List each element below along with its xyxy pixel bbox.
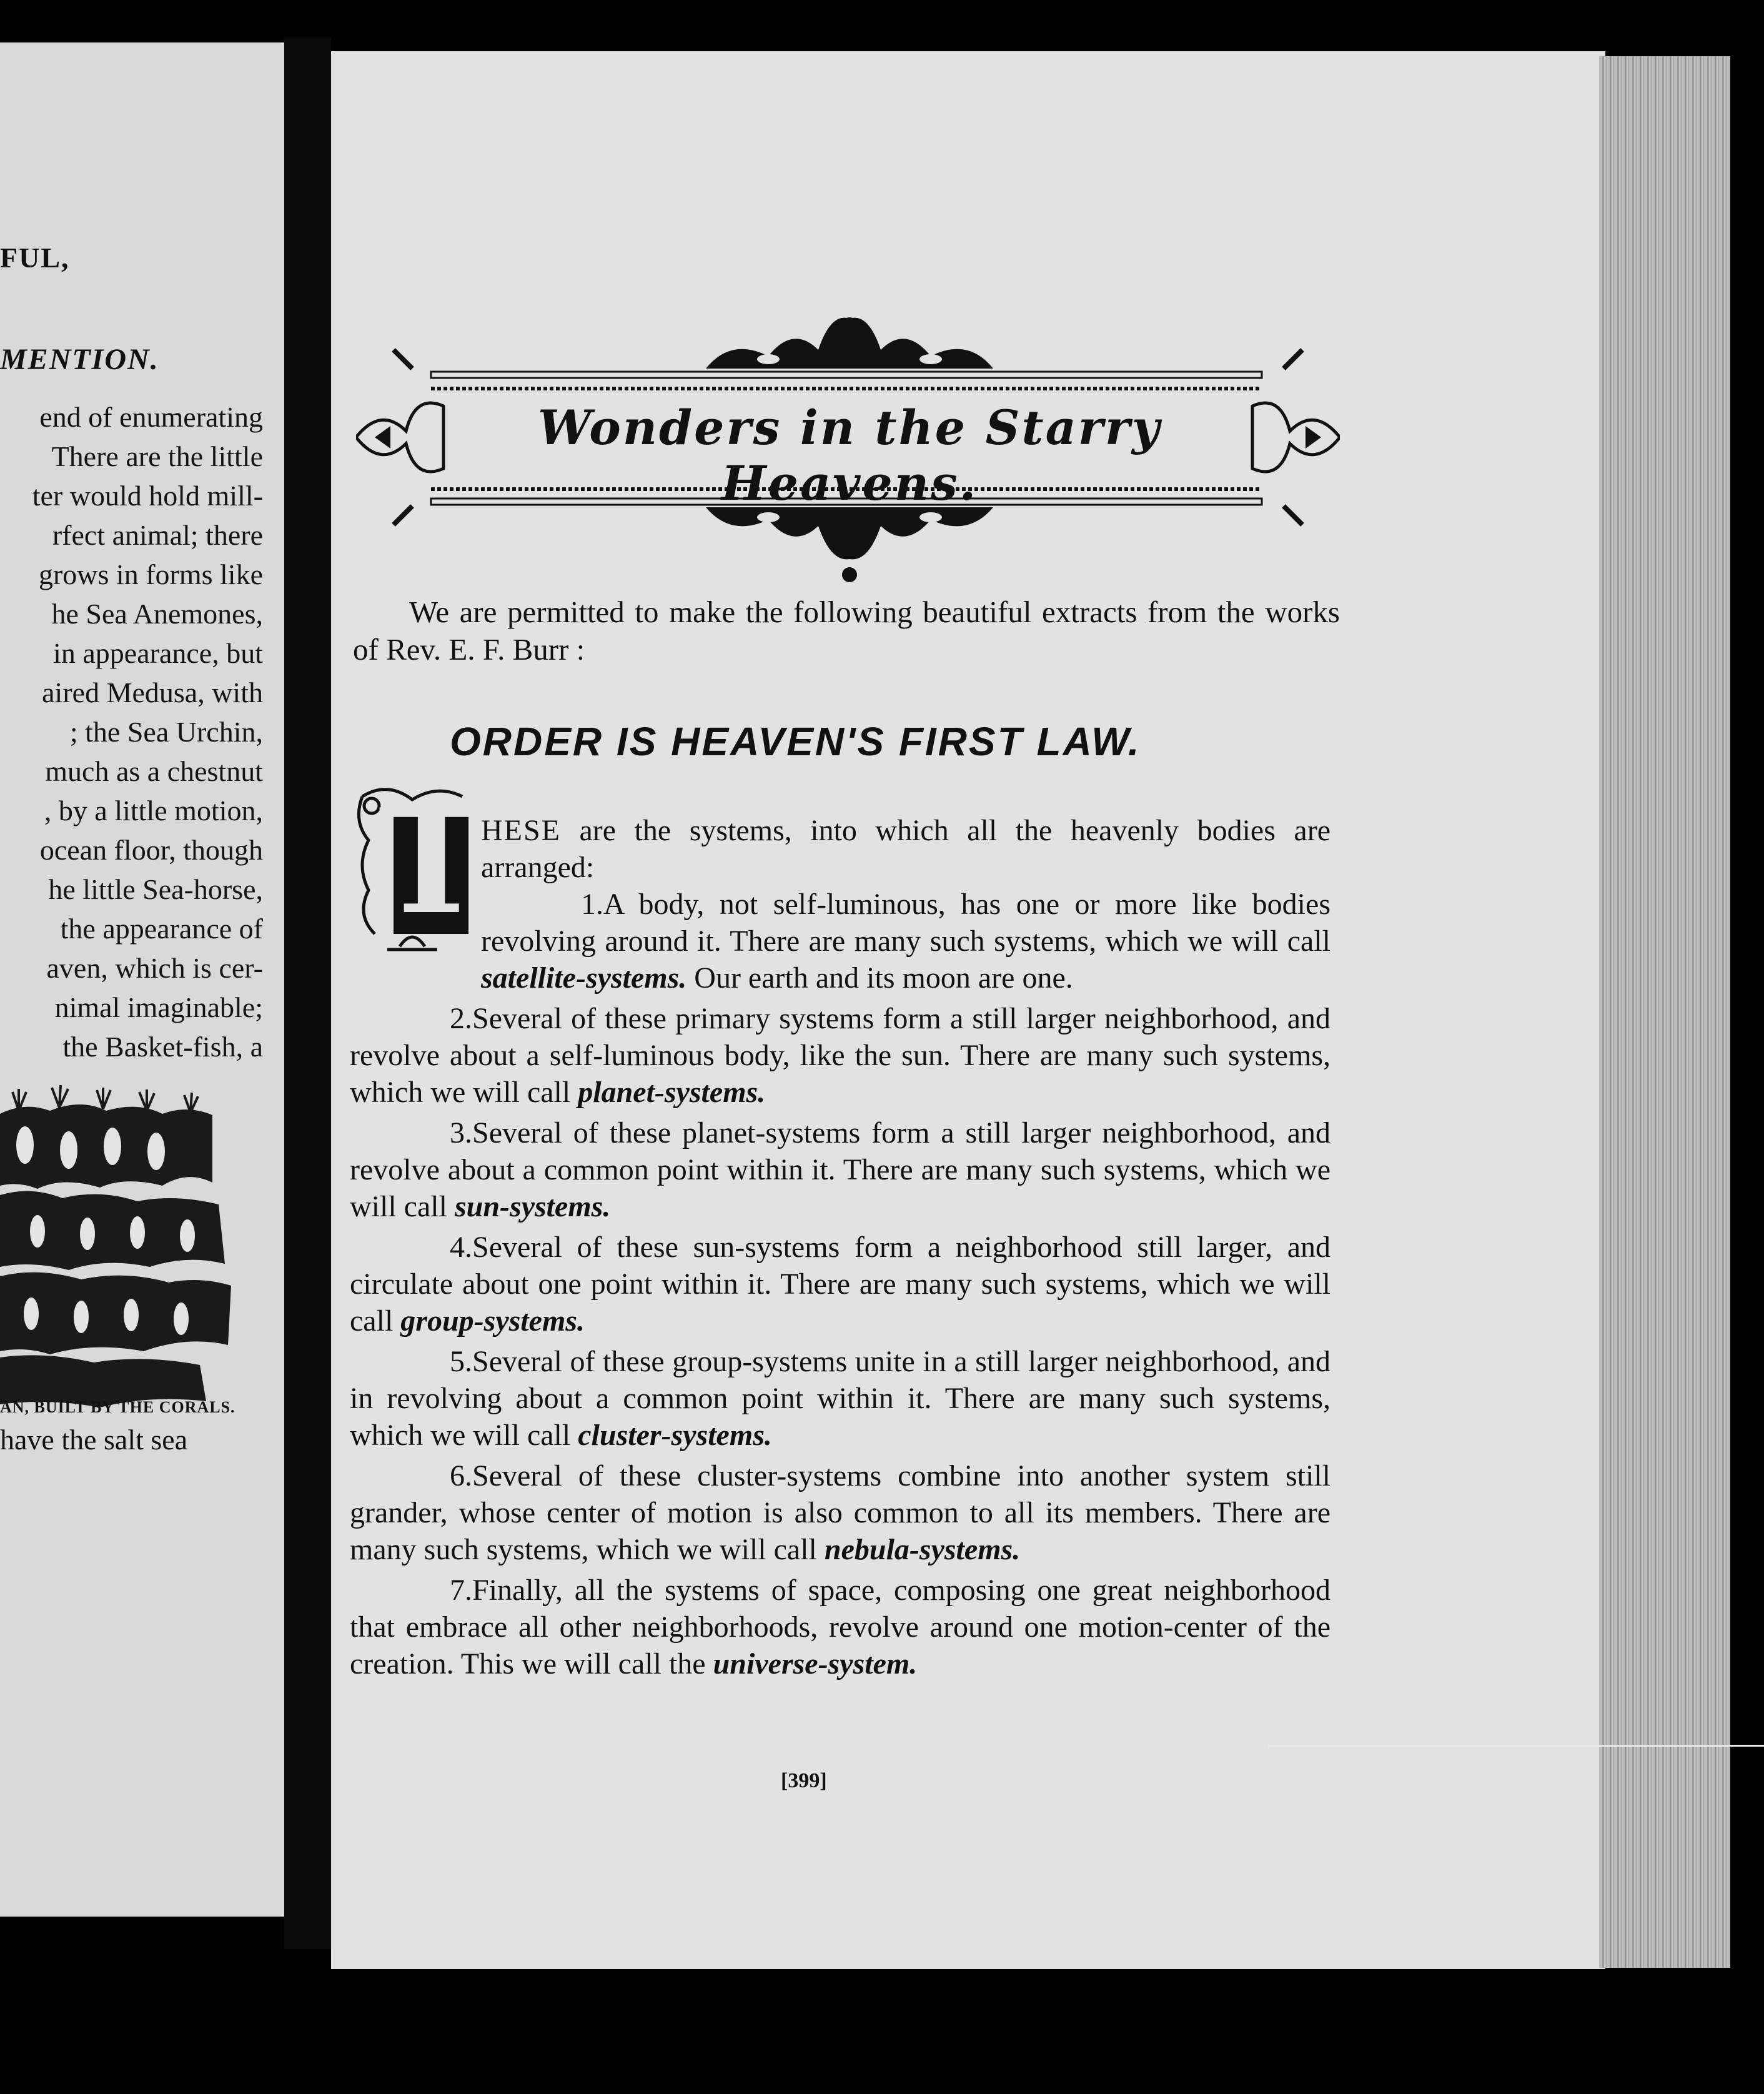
left-page-line: end of enumerating [39, 401, 263, 433]
list-item [350, 1457, 1330, 1568]
intro-paragraph: We are permitted to make the following beautiful extracts from the works of Rev. E. F. Burr : [353, 595, 1340, 667]
item-text: Several of these cluster-systems combine into another system still grander, whose center of motion is also common to all its members. There are many such systems, which we will call [350, 1459, 1330, 1566]
item-term: universe-system. [713, 1647, 918, 1680]
item-text-after: Our earth and its moon are one. [686, 961, 1073, 995]
left-page-line: he Sea Anemones, [51, 598, 263, 630]
list-item [350, 1114, 1330, 1225]
illustration-caption: AN, BUILT BY THE CORALS. [0, 1398, 235, 1416]
opening-text: are the systems, into which all the heavenly bodies are arranged: [481, 814, 1330, 884]
coral-illustration [0, 1076, 250, 1426]
left-page-line: rfect animal; there [52, 519, 263, 551]
drop-cap-letter: T [378, 778, 485, 946]
book-gutter [284, 37, 331, 1949]
item-term: cluster-systems. [578, 1419, 772, 1452]
article-title: Wonders in the Starry Heavens. [537, 400, 1162, 511]
item-text: Several of these primary systems form a still larger neighborhood, and revolve about a self-luminous body, like the sun. There are many such systems, which we will call [350, 1002, 1330, 1109]
scan-artifact-line [1268, 1745, 1764, 1747]
left-page-line: in appearance, but [53, 637, 263, 669]
item-number: 6. [450, 1459, 472, 1492]
item-number: 1. [581, 888, 603, 921]
left-page-line: the Basket-fish, a [62, 1031, 263, 1063]
item-text: Several of these group-systems unite in a still larger neighborhood, and in revolving about a common point within it. There are many such systems, which we will call [350, 1345, 1330, 1452]
section-heading: ORDER IS HEAVEN'S FIRST LAW. [450, 719, 1141, 764]
left-page-subheading: MENTION. [0, 343, 159, 376]
page-edges [1599, 56, 1730, 1968]
item-number: 4. [450, 1231, 472, 1264]
left-page-heading: FUL, [0, 242, 70, 274]
item-number: 5. [450, 1345, 472, 1378]
item-number: 7. [450, 1574, 472, 1607]
left-page-line: ocean floor, though [39, 834, 263, 866]
item-term: planet-systems. [578, 1076, 766, 1109]
opening-caps: HESE [481, 814, 561, 847]
left-page-line: nimal imaginable; [54, 991, 263, 1023]
left-page-last-line: have the salt sea [0, 1424, 188, 1456]
left-page-line: There are the little [51, 440, 263, 472]
left-page-line: the appearance of [60, 913, 263, 945]
left-page-line: he little Sea-horse, [48, 873, 263, 905]
left-page-line: ; the Sea Urchin, [69, 716, 263, 748]
left-page-line: grows in forms like [38, 558, 263, 590]
page-number: [399] [781, 1769, 827, 1792]
left-page-line: , by a little motion, [44, 795, 263, 826]
item-term: group-systems. [400, 1304, 585, 1337]
item-number: 2. [450, 1002, 472, 1035]
item-number: 3. [450, 1116, 472, 1149]
numbered-list [350, 886, 1330, 1682]
item-text: A body, not self-luminous, has one or more like bodies revolving around it. There are many such systems, which we will call [481, 888, 1330, 958]
list-item [350, 1343, 1330, 1454]
list-item [350, 1572, 1330, 1682]
left-page-line: ter would hold mill- [32, 480, 263, 512]
left-page-line: aired Medusa, with [42, 677, 263, 708]
item-term: sun-systems. [454, 1190, 611, 1223]
list-item [350, 1000, 1330, 1111]
item-term: nebula-systems. [824, 1533, 1021, 1566]
item-term: satellite-systems. [481, 961, 687, 995]
previous-page [0, 42, 284, 1917]
list-item [481, 886, 1330, 996]
opening-paragraph [481, 812, 1330, 886]
left-page-line: aven, which is cer- [46, 952, 263, 984]
article-body [350, 812, 1330, 1682]
item-text: Several of these planet-systems form a still larger neighborhood, and revolve about a common point within it. There are many such systems, which we will call [350, 1116, 1330, 1223]
list-item [350, 1229, 1330, 1339]
item-text: Finally, all the systems of space, composing one great neighborhood that embrace all other neighborhoods, revolve around one motion-center of the creation. This we will call the [350, 1574, 1330, 1680]
item-text: Several of these sun-systems form a neighborhood still larger, and circulate about one point within it. There are many such systems, which we will call [350, 1231, 1330, 1337]
left-page-line: much as a chestnut [45, 755, 263, 787]
